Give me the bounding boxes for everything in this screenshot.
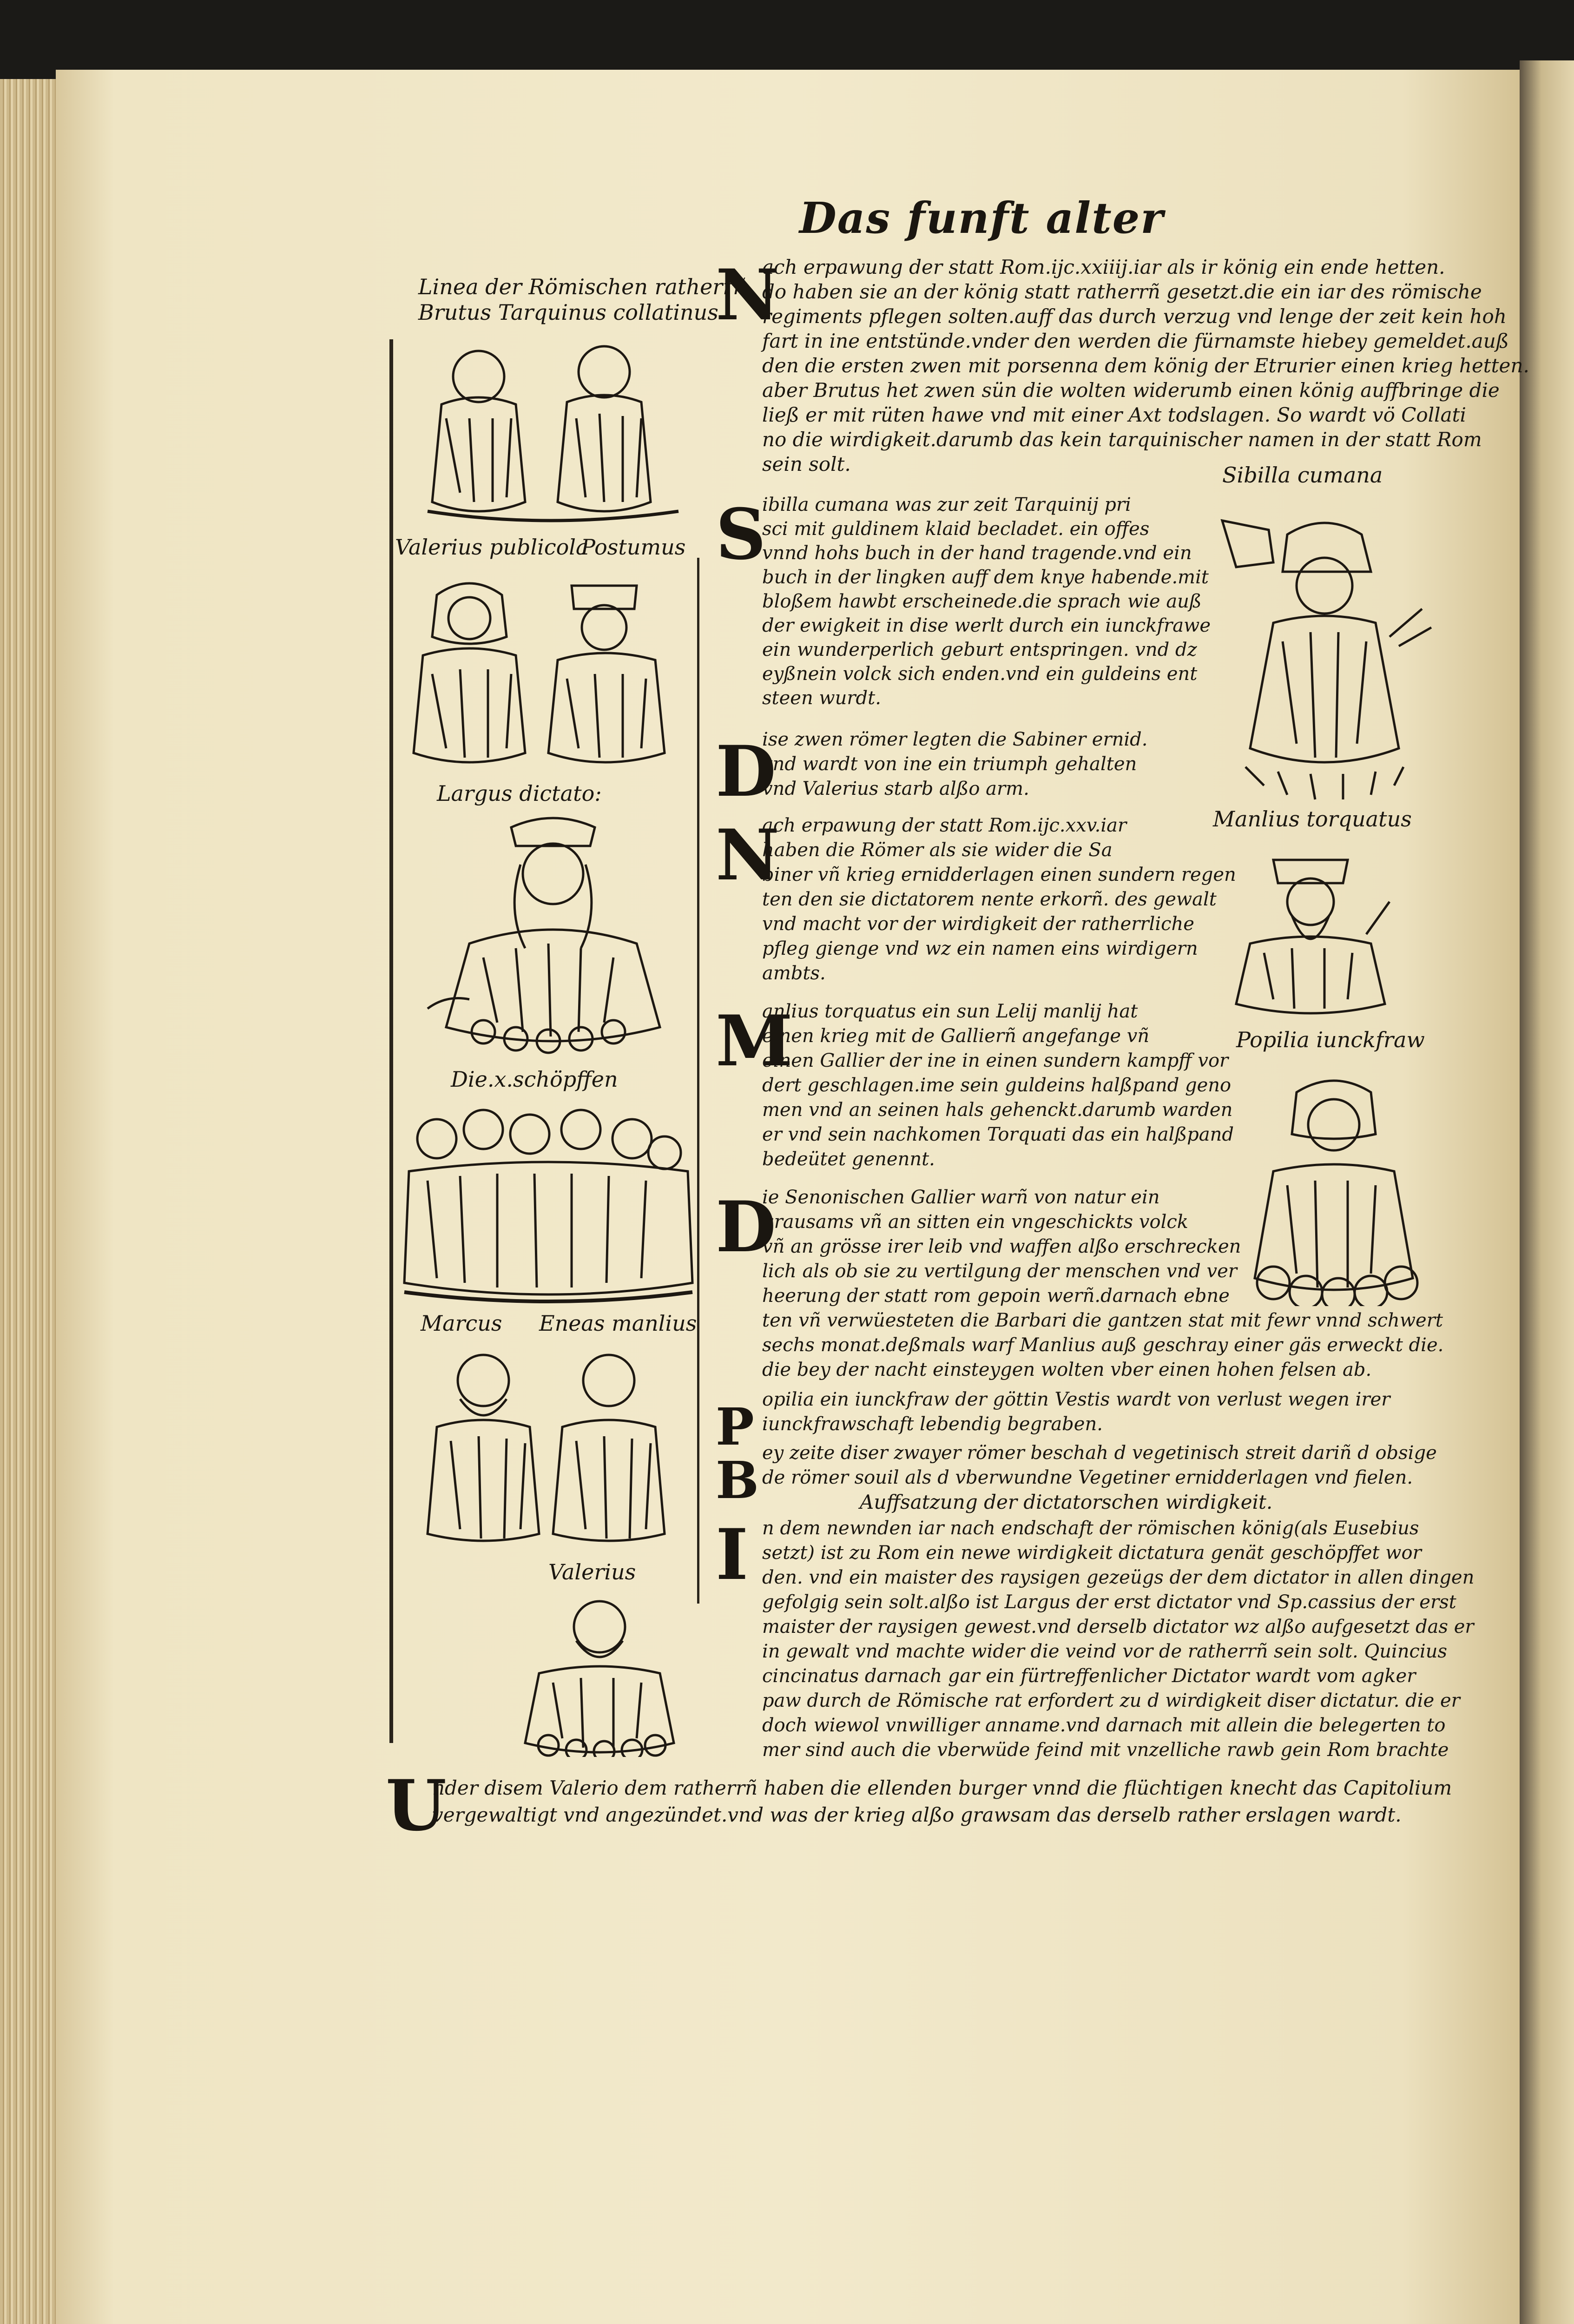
initial-p1: N [716,254,780,336]
woodcut-valerius-postumus [395,567,697,776]
woodcut-sibilla [1204,507,1445,804]
initial-p4: N [716,814,780,896]
caption-lineage-title: Linea der Römischen ratherrñ [418,274,747,299]
initial-p7: P [716,1397,754,1457]
caption-zehn-schoepffen: Die.x.schöpffen [451,1067,618,1092]
caption-marcus: Marcus [421,1311,502,1336]
initial-p9: I [716,1514,749,1596]
caption-popilia: Popilia iunckfraw [1236,1027,1425,1052]
paragraph-gallier: ie Senonischen Gallier warñ von natur ein grausams vñ an sitten ein vngeschickts volck vñ an grösse irer leib vnd waffen alßo erschrecken lich als ob sie zu vertilgung der menschen vnd ver heerung der statt rom gepoin werñ.darnach ebne ten vñ verwüesteten die Barbari die gantzen stat mit fewr vnnd schwert sechs monat.deßmals warf Manlius auß geschray einer gäs erweckt die. die bey der nacht einsteygen wolten vber einen hohen felsen ab. [762,1187,1444,1380]
paragraph-vegetiner: ey zeite diser zwayer römer beschah d vegetinisch streit dariñ d obsige de römer souil als d vberwundne Vegetiner ernidderlagen vnd fielen. [762,1442,1437,1488]
caption-largus: Largus dictato: [437,781,602,806]
column-divider-rule [697,558,699,1604]
heading-dictatorship: Auffsatzung der dictatorschen wirdigkeit. [860,1491,1273,1513]
caption-valerius: Valerius [548,1559,636,1585]
woodcut-marcus-eneas [409,1339,688,1552]
lineage-vertical-rule [389,339,393,1743]
paragraph-republic: ach erpawung der statt Rom.ijc.xxiiij.iar als ir könig ein ende hetten. do haben sie an der könig statt ratherrñ gesetzt.die ein iar des römische regiments pflegen solten.auff das durch verzug vnd lenge der zeit kein hoh fart in ine entstünde.vnder den werden die fürnamste hiebey gemeldet.auß den die ersten zwen mit porsenna dem könig der Etrurier einen krieg hetten. aber Brutus het zwen sün die wolten widerumb einen könig auffbringe die ließ er mit rüten hawe vnd mit einer Axt todslagen. So wardt vö Collati no die wirdigkeit.darumb das kein tarquinischer namen in der statt Rom sein solt. [762,256,1529,475]
paragraph-popilia: opilia ein iunckfraw der göttin Vestis wardt von verlust wegen irer iunckfrawschaft lebendig begraben. [762,1389,1390,1435]
paragraph-dictator: ach erpawung der statt Rom.ijc.xxv.iar haben die Römer als sie wider die Sa biner vñ krieg ernidderlagen einen sundern regen ten den sie dictatorem nente erkorñ. des gewalt vnd macht vor der wirdigkeit der ratherrliche pfleg gienge vnd wz ein namen eins wirdigern ambts. [762,815,1236,984]
initial-p8: B [716,1450,759,1510]
initial-p2: S [716,494,766,575]
initial-p10: U [386,1765,447,1847]
caption-sibilla: Sibilla cumana [1222,462,1383,488]
paragraph-manlius: anlius torquatus ein sun Lelij manlij hat einen krieg mit de Gallierñ angefange vñ einen Gallier der ine in einen sundern kampff vor dert geschlagen.ime sein guldeins halßpand geno men vnd an seinen hals gehenckt.darumb warden er vnd sein nachkomen Torquati das ein halßpand bedeütet genennt. [762,1001,1234,1170]
page-header: Das funft alter [799,193,1164,243]
paragraph-sabiner: ise zwen römer legten die Sabiner ernid. vnd wardt von ine ein triumph gehalten vnd Valerius starb alßo arm. [762,729,1148,799]
caption-brutus-pair: Brutus Tarquinus collatinus [418,300,718,325]
initial-p5: M [716,1000,793,1082]
book-page-edges [0,79,56,2324]
initial-p6: D [716,1186,777,1268]
caption-eneas-manlius: Eneas manlius [539,1311,697,1336]
paragraph-capitolium: nder disem Valerio dem ratherrñ haben die ellenden burger vnnd die flüchtigen knecht das Capitolium vergewaltigt vnd angezündet.vnd was der krieg alßo grawsam das derselb rather erslagen wardt. [432,1776,1452,1826]
paragraph-dictatura: n dem newnden iar nach endschaft der römischen könig(als Eusebius setzt) ist zu Rom ein newe wirdigkeit dictatura genät geschöpffet wor den. vnd ein maister des raysigen gezeügs der dem dictator in allen dingen gefolgig sein solt.alßo ist Largus der erst dictator vnd Sp.cassius der erst maister der raysigen gewest.vnd derselb dictator wz alßo aufgesetzt das er in gewalt vnd machte wider die veind vor de ratherrñ sein solt. Quincius cincinatus darnach gar ein fürtreffenlicher Dictator wardt vom agker paw durch de Römische rat erfordert zu d wirdigkeit diser dictatur. die er doch wiewol vnwilliger anname.vnd darnach mit allein die belegerten to mer sind auch die vberwüde feind mit vnzelliche rawb gein Rom brachte [762,1518,1475,1761]
caption-valerius-publicola: Valerius publicola [395,535,589,560]
woodcut-brutus-tarquinus [400,325,697,530]
woodcut-zehn-schoepffen [390,1097,702,1311]
caption-postumus: Postumus [581,535,686,560]
woodcut-manlius [1222,841,1399,1018]
caption-manlius: Manlius torquatus [1213,806,1412,832]
woodcut-largus [409,809,697,1060]
initial-p3: D [716,731,777,812]
paragraph-sibilla: ibilla cumana was zur zeit Tarquinij pri sci mit guldinem klaid becladet. ein offes vnnd hohs buch in der hand tragende.vnd ein buch in der lingken auff dem knye habende.mit bloßem hawbt erscheinede.die sprach wie auß der ewigkeit in dise werlt durch ein iunckfrawe ein wunderperlich geburt entspringen. vnd dz eyßnein volck sich enden.vnd ein guldeins ent steen wurdt. [762,494,1211,709]
woodcut-valerius [502,1590,697,1757]
